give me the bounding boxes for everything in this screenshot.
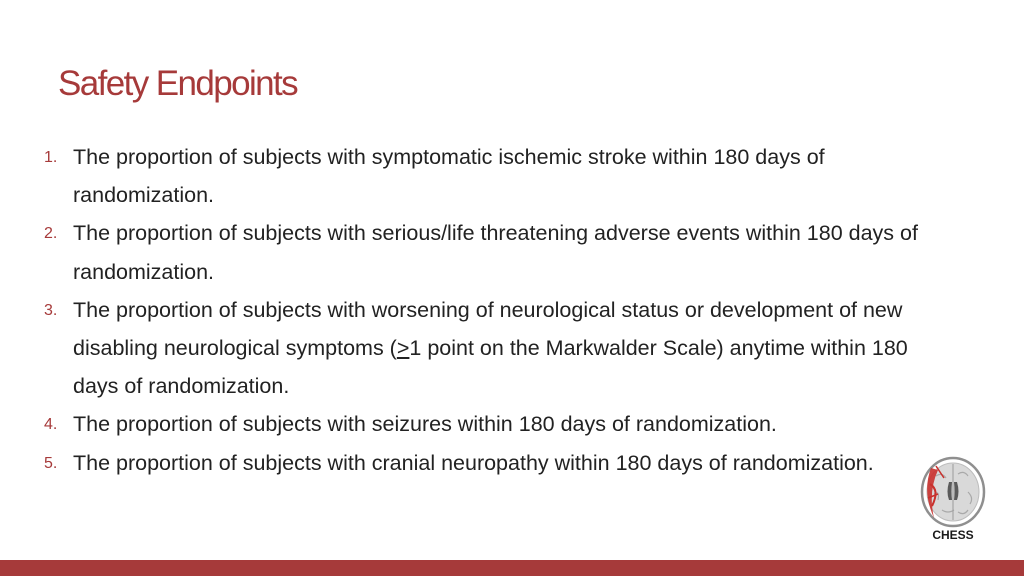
slide-title: Safety Endpoints [58, 64, 298, 103]
list-item-number: 5. [44, 454, 58, 472]
list-item [0, 444, 953, 482]
endpoint-list [0, 138, 1000, 482]
list-item-number: 2. [44, 225, 58, 243]
bottom-accent-bar [0, 560, 1024, 576]
list-item-number: 3. [44, 301, 58, 319]
list-item-number: 4. [44, 416, 58, 434]
list-item-number: 1. [44, 149, 58, 166]
list-item [0, 405, 953, 443]
list-item [0, 214, 953, 290]
list-item-text-before: The proportion of subjects with worsening of neurological status or development of new disabling neurological symptoms ( [73, 297, 903, 361]
list-item-text: The proportion of subjects with symptomatic ischemic stroke within 180 days of randomization. [73, 145, 825, 208]
list-item [0, 291, 953, 406]
list-item-text: The proportion of subjects with seizures within 180 days of randomization. [73, 412, 777, 437]
list-item [0, 138, 953, 214]
list-item-text-after: 1 point on the Markwalder Scale) anytime within 180 days of randomization. [73, 336, 908, 399]
list-item-text: The proportion of subjects with serious/life threatening adverse events within 180 days of randomization. [73, 221, 918, 284]
list-item-text: The proportion of subjects with cranial neuropathy within 180 days of randomization. [73, 450, 874, 475]
greater-equal-symbol: > [396, 336, 410, 361]
logo-label: CHESS [932, 528, 974, 542]
